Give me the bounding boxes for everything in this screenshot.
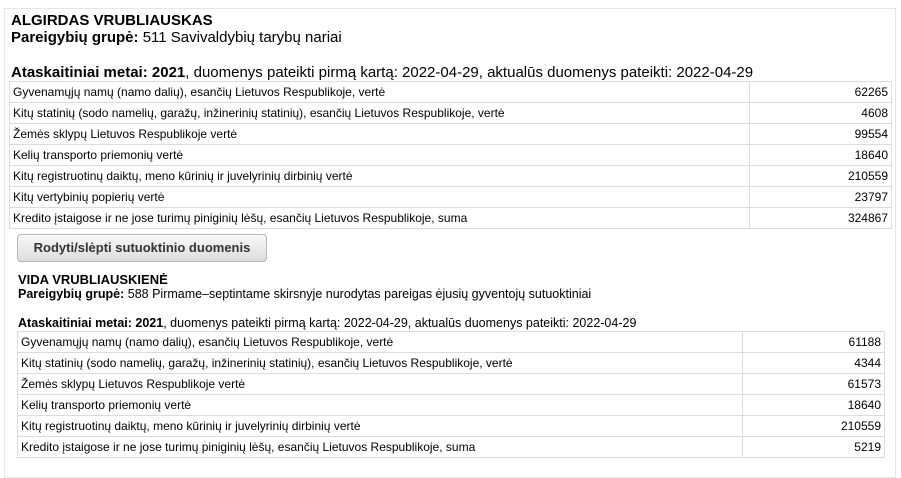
asset-value: 18640 [750,145,892,166]
spouse-reporting-year [18,315,895,331]
asset-value: 4608 [750,103,892,124]
position-group-label: Pareigybių grupė: [11,29,139,46]
asset-label: Kitų registruotinų daiktų, meno kūrinių ir juvelyrinių dirbinių vertė [18,416,743,437]
spouse-assets-table [17,331,885,458]
table-row [10,187,892,208]
position-group-label: Pareigybių grupė: [18,287,125,301]
asset-label: Kelių transporto priemonių vertė [10,145,750,166]
asset-label: Kitų vertybinių popierių vertė [10,187,750,208]
declarant-name: ALGIRDAS VRUBLIAUSKAS [11,12,213,29]
declarant-reporting-year [11,64,895,81]
asset-value: 61188 [743,332,885,353]
table-row [18,416,885,437]
asset-value: 210559 [750,166,892,187]
asset-label: Kredito įstaigose ir ne jose turimų piniginių lėšų, esančių Lietuvos Respublikoje, suma [10,208,750,229]
asset-value: 61573 [743,374,885,395]
toggle-spouse-data-button[interactable]: Rodyti/slėpti sutuoktinio duomenis [17,234,267,262]
asset-value: 5219 [743,437,885,458]
asset-label: Gyvenamųjų namų (namo dalių), esančių Lietuvos Respublikoje, vertė [18,332,743,353]
asset-label: Žemės sklypų Lietuvos Respublikoje vertė [18,374,743,395]
spouse-position-group [18,287,895,302]
declarant-position-group [11,29,895,47]
position-group-value: 511 Savivaldybių tarybų nariai [138,29,342,46]
declarant-assets-table [9,81,892,229]
table-row [10,124,892,145]
table-row [18,332,885,353]
spouse-name: VIDA VRUBLIAUSKIENĖ [18,272,168,287]
asset-value: 210559 [743,416,885,437]
asset-value: 23797 [750,187,892,208]
table-row [10,82,892,103]
asset-label: Kitų statinių (sodo namelių, garažų, inžinerinių statinių), esančių Lietuvos Respublikoje, vertė [18,353,743,374]
toggle-button-container [11,229,895,262]
table-row [18,437,885,458]
table-row [18,374,885,395]
table-row [10,145,892,166]
asset-label: Gyvenamųjų namų (namo dalių), esančių Lietuvos Respublikoje, vertė [10,82,750,103]
asset-value: 99554 [750,124,892,145]
table-row [10,103,892,124]
asset-label: Kredito įstaigose ir ne jose turimų piniginių lėšų, esančių Lietuvos Respublikoje, suma [18,437,743,458]
reporting-year-label: Ataskaitiniai metai: 2021 [11,64,186,81]
asset-label: Žemės sklypų Lietuvos Respublikoje vertė [10,124,750,145]
table-row [10,208,892,229]
asset-label: Kitų registruotinų daiktų, meno kūrinių ir juvelyrinių dirbinių vertė [10,166,750,187]
asset-value: 4344 [743,353,885,374]
position-group-value: 588 Pirmame–septintame skirsnyje nurodytas pareigas ėjusių gyventojų sutuoktiniai [124,287,592,301]
reporting-year-details: , duomenys pateikti pirmą kartą: 2022-04-29, aktualūs duomenys pateikti: 2022-04-29 [185,64,754,81]
reporting-year-details: , duomenys pateikti pirmą kartą: 2022-04-29, aktualūs duomenys pateikti: 2022-04-29 [163,316,637,330]
reporting-year-label: Ataskaitiniai metai: 2021 [18,316,164,330]
declaration-panel [4,8,896,478]
asset-value: 62265 [750,82,892,103]
spouse-section [11,272,895,458]
asset-value: 324867 [750,208,892,229]
table-row [10,166,892,187]
asset-label: Kitų statinių (sodo namelių, garažų, inžinerinių statinių), esančių Lietuvos Respublikoje, vertė [10,103,750,124]
asset-label: Kelių transporto priemonių vertė [18,395,743,416]
asset-value: 18640 [743,395,885,416]
table-row [18,353,885,374]
table-row [18,395,885,416]
